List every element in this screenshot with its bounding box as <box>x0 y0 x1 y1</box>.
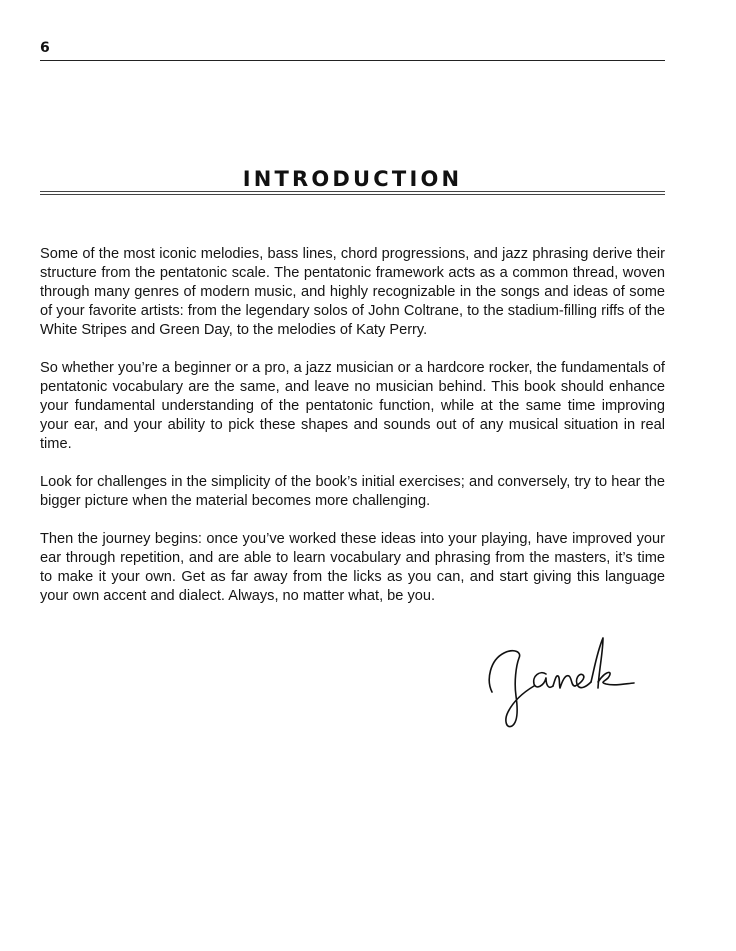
title-double-rule <box>40 191 665 195</box>
section-title: INTRODUCTION <box>242 167 463 192</box>
header-rule <box>40 60 665 61</box>
paragraph-2: So whether you’re a beginner or a pro, a jazz musician or a hardcore rocker, the fundamentals of pentatonic vocabulary are the same, and leave no musician behind. This book should enhance your fundamental understanding of the pentatonic function, while at the same time improving your ear, and your ability to pick these shapes and sounds out of any musical situation in real time. <box>40 360 665 452</box>
paragraph-4: Then the journey begins: once you’ve worked these ideas into your playing, have improved your ear through repetition, and are able to learn vocabulary and phrasing from the masters, it’s time to make it your own. Get as far away from the licks as you can, and start giving this language your own accent and dialect. Always, no matter what, be you. <box>40 531 665 604</box>
page-number: 6 <box>40 40 50 56</box>
paragraph-3: Look for challenges in the simplicity of the book’s initial exercises; and conversely, try to hear the bigger picture when the material becomes more challenging. <box>40 474 665 509</box>
introduction-body <box>40 245 665 625</box>
handwritten-signature <box>482 630 642 730</box>
paragraph-1: Some of the most iconic melodies, bass lines, chord progressions, and jazz phrasing derive their structure from the pentatonic scale. The pentatonic framework acts as a common thread, woven through many genres of modern music, and highly recognizable in the songs and ideas of some of your favorite artists: from the legendary solos of John Coltrane, to the stadium-filling riffs of the White Stripes and Green Day, to the melodies of Katy Perry. <box>40 246 665 338</box>
